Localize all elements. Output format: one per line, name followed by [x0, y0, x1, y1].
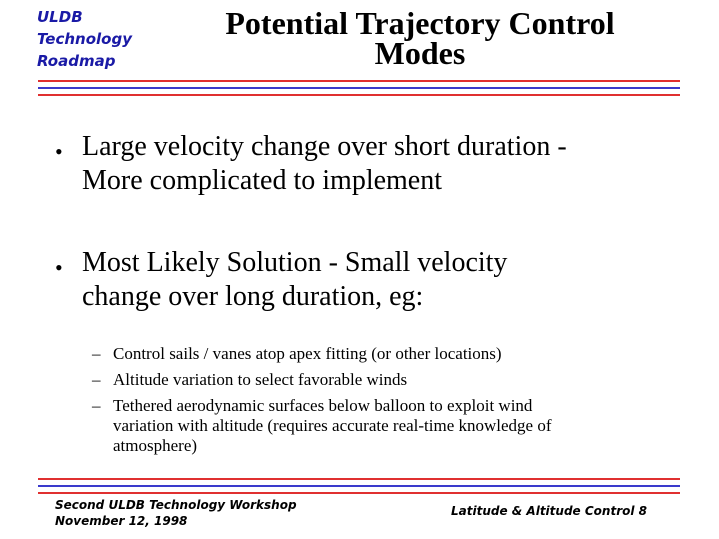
logo-line: ULDB	[37, 8, 83, 26]
bottom-rule-red-2	[38, 492, 680, 494]
footer-date: November 12, 1998	[55, 514, 188, 528]
title-line: Potential Trajectory Control	[225, 5, 615, 41]
sub-bullet-line: Control sails / vanes atop apex fitting (or other locations)	[113, 344, 502, 363]
sub-bullet-line: Tethered aerodynamic surfaces below balloon to exploit wind	[113, 396, 533, 415]
top-rule-red	[38, 80, 680, 82]
top-rule-blue	[38, 87, 680, 89]
bullet-line: change over long duration, eg:	[82, 281, 424, 312]
sub-bullet-marker: –	[92, 396, 101, 415]
sub-bullet-line: Altitude variation to select favorable winds	[113, 370, 408, 389]
logo-line: Technology	[37, 30, 132, 48]
bullet-marker: •	[55, 255, 63, 280]
bullet-marker: •	[55, 139, 63, 164]
slide-title	[170, 5, 670, 71]
sub-bullet-line: variation with altitude (requires accurate real-time knowledge of	[113, 416, 552, 435]
footer-event: Second ULDB Technology Workshop	[55, 498, 297, 512]
sub-bullet-marker: –	[92, 344, 101, 363]
footer-right: Latitude & Altitude Control 8	[451, 504, 647, 518]
sub-bullet-marker: –	[92, 370, 101, 389]
bottom-rule-blue	[38, 485, 680, 487]
title-line: Modes	[374, 35, 466, 71]
bullet-line: Most Likely Solution - Small velocity	[82, 247, 508, 278]
footer-left	[55, 497, 297, 529]
sub-bullet-line: atmosphere)	[113, 436, 198, 455]
logo	[37, 6, 132, 72]
logo-line: Roadmap	[37, 52, 116, 70]
bullet-line: Large velocity change over short duration -	[82, 131, 567, 162]
bullet-line: More complicated to implement	[82, 165, 443, 196]
bottom-rule-red	[38, 478, 680, 480]
top-rule-red-2	[38, 94, 680, 96]
